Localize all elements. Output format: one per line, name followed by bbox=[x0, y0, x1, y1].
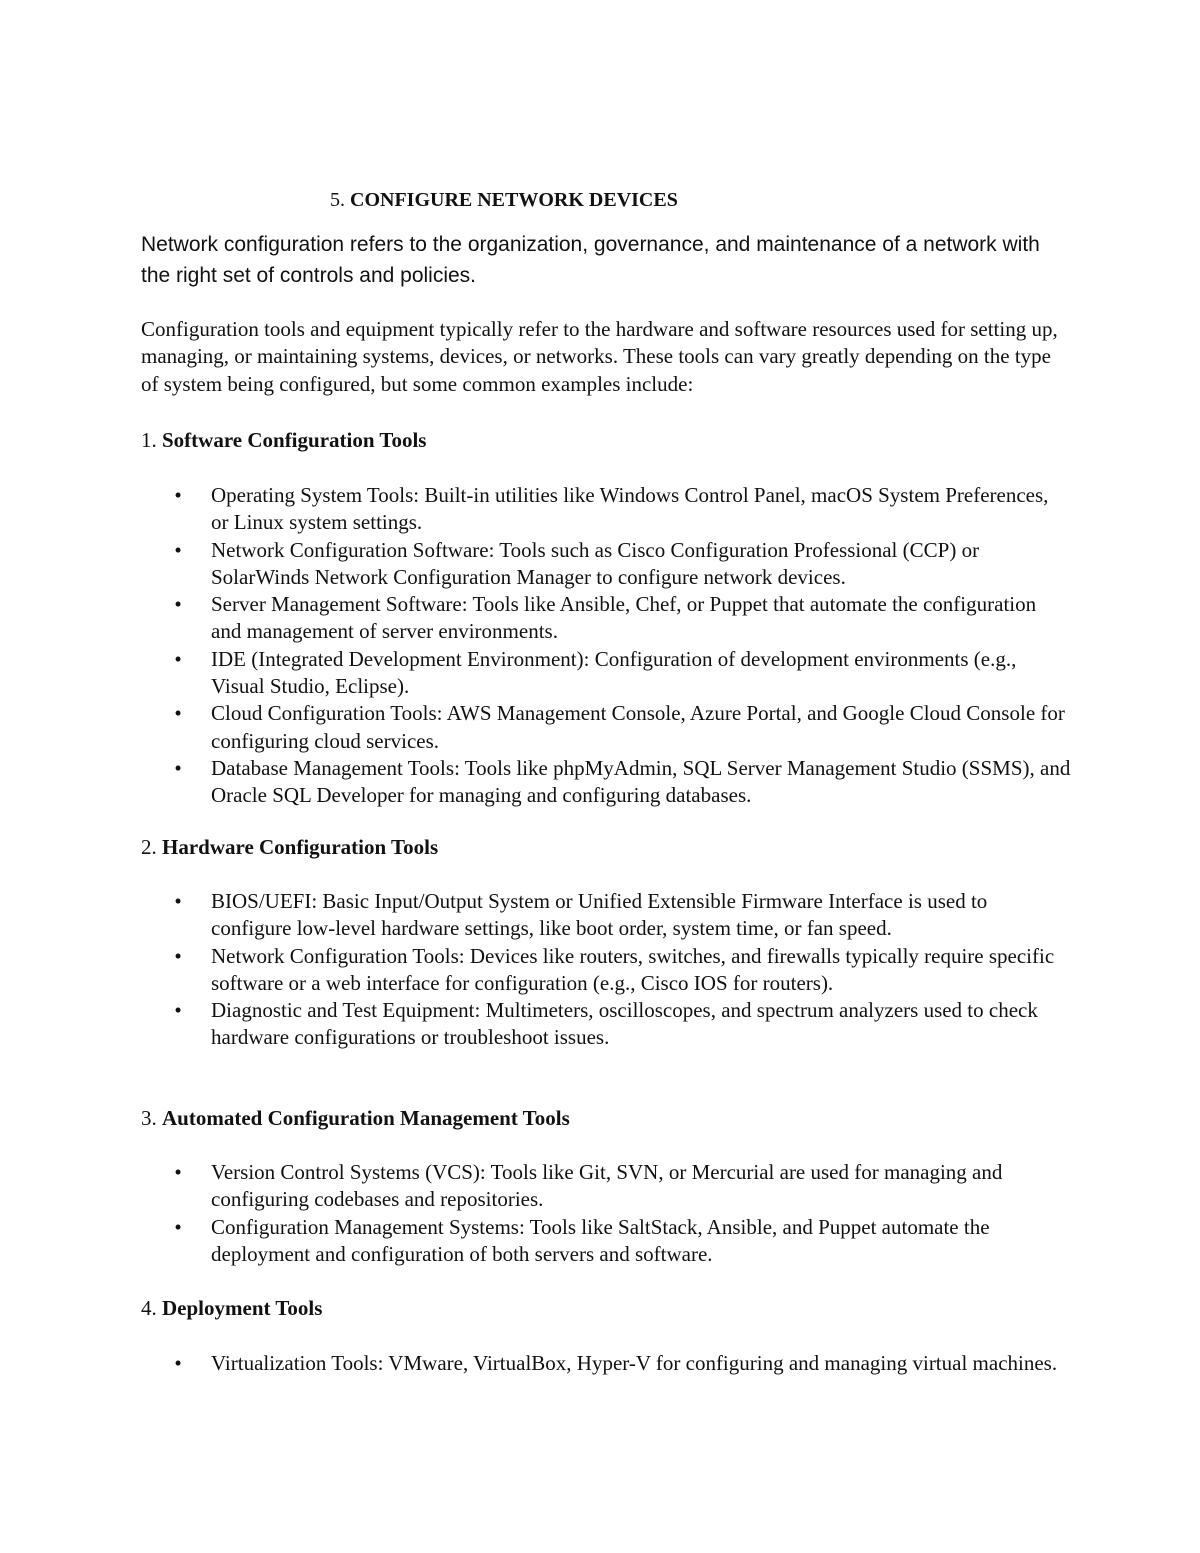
bullet-icon: • bbox=[174, 1214, 182, 1239]
heading-title: CONFIGURE NETWORK DEVICES bbox=[350, 189, 678, 211]
list-item bbox=[0, 700, 1071, 755]
list-item bbox=[0, 482, 1071, 537]
bullet-icon: • bbox=[174, 537, 182, 562]
list-item bbox=[0, 537, 1071, 592]
section-number: 3. bbox=[141, 1106, 162, 1130]
deployment-tools-list bbox=[0, 1350, 1071, 1377]
list-item bbox=[0, 888, 1071, 943]
list-item-text: Cloud Configuration Tools: AWS Management Console, Azure Portal, and Google Cloud Console for configuring cloud services. bbox=[211, 701, 1065, 753]
list-item-text: Database Management Tools: Tools like phpMyAdmin, SQL Server Management Studio (SSMS), and Oracle SQL Developer for managing and configuring databases. bbox=[211, 755, 1071, 808]
list-item-text: BIOS/UEFI: Basic Input/Output System or Unified Extensible Firmware Interface is used to configure low-level hardware settings, like boot order, system time, or fan speed. bbox=[211, 889, 988, 941]
list-item-text: Network Configuration Software: Tools such as Cisco Configuration Professional (CCP) or SolarWinds Network Configuration Manager to configure network devices. bbox=[211, 537, 980, 589]
list-item bbox=[0, 646, 1071, 701]
lead-paragraph: Configuration tools and equipment typically refer to the hardware and software resources used for setting up, managing, or maintaining systems, devices, or networks. These tools can vary greatly depending on the type of system being configured, but some common examples include: bbox=[141, 317, 1058, 396]
bullet-icon: • bbox=[174, 889, 182, 913]
section-heading-software bbox=[141, 426, 426, 454]
bullet-icon: • bbox=[174, 998, 182, 1023]
list-item bbox=[0, 1350, 1071, 1377]
heading-number: 5. bbox=[330, 189, 350, 211]
section-number: 2. bbox=[141, 835, 162, 859]
list-item-text: Diagnostic and Test Equipment: Multimeters, oscilloscopes, and spectrum analyzers used to check hardware configurations or troubleshoot issues. bbox=[211, 998, 1038, 1050]
list-item bbox=[0, 997, 1071, 1052]
section-heading-deployment bbox=[141, 1294, 322, 1322]
section-heading-automated bbox=[141, 1104, 570, 1132]
hardware-tools-list bbox=[0, 888, 1071, 1052]
list-item-text: Server Management Software: Tools like Ansible, Chef, or Puppet that automate the configuration and management of server environments. bbox=[211, 592, 1037, 644]
section-title: Software Configuration Tools bbox=[162, 428, 427, 452]
intro-paragraph: Network configuration refers to the organization, governance, and maintenance of a network with the right set of controls and policies. bbox=[141, 233, 1040, 287]
bullet-icon: • bbox=[174, 943, 182, 968]
bullet-icon: • bbox=[174, 592, 182, 617]
section-number: 1. bbox=[141, 428, 162, 452]
bullet-icon: • bbox=[174, 701, 182, 726]
section-title: Automated Configuration Management Tools bbox=[162, 1106, 570, 1130]
list-item bbox=[0, 1214, 1071, 1269]
bullet-icon: • bbox=[174, 1160, 182, 1184]
list-item-text: Virtualization Tools: VMware, VirtualBox, Hyper-V for configuring and managing virtual machines. bbox=[211, 1351, 1058, 1375]
list-item bbox=[0, 755, 1071, 810]
automated-tools-list bbox=[0, 1159, 1071, 1268]
bullet-icon: • bbox=[174, 1351, 182, 1375]
list-item-text: Configuration Management Systems: Tools like SaltStack, Ansible, and Puppet automate the deployment and configuration of both servers and software. bbox=[211, 1214, 990, 1266]
bullet-icon: • bbox=[174, 483, 182, 507]
list-item bbox=[0, 1159, 1071, 1214]
list-item-text: Version Control Systems (VCS): Tools like Git, SVN, or Mercurial are used for managing and configuring codebases and repositories. bbox=[211, 1160, 1003, 1212]
list-item-text: IDE (Integrated Development Environment): Configuration of development environments (e.g., Visual Studio, Eclipse). bbox=[211, 646, 1017, 699]
page-title bbox=[330, 186, 678, 214]
software-tools-list bbox=[0, 482, 1071, 810]
list-item-text: Network Configuration Tools: Devices like routers, switches, and firewalls typically require specific software or a web interface for configuration (e.g., Cisco IOS for routers). bbox=[211, 943, 1055, 995]
section-title: Deployment Tools bbox=[162, 1296, 323, 1320]
list-item-text: Operating System Tools: Built-in utilities like Windows Control Panel, macOS System Preferences, or Linux system settings. bbox=[211, 483, 1049, 535]
bullet-icon: • bbox=[174, 646, 182, 671]
bullet-icon: • bbox=[174, 755, 182, 780]
section-number: 4. bbox=[141, 1296, 162, 1320]
section-title: Hardware Configuration Tools bbox=[162, 835, 439, 859]
list-item bbox=[0, 943, 1071, 998]
section-heading-hardware bbox=[141, 833, 438, 861]
list-item bbox=[0, 591, 1071, 646]
